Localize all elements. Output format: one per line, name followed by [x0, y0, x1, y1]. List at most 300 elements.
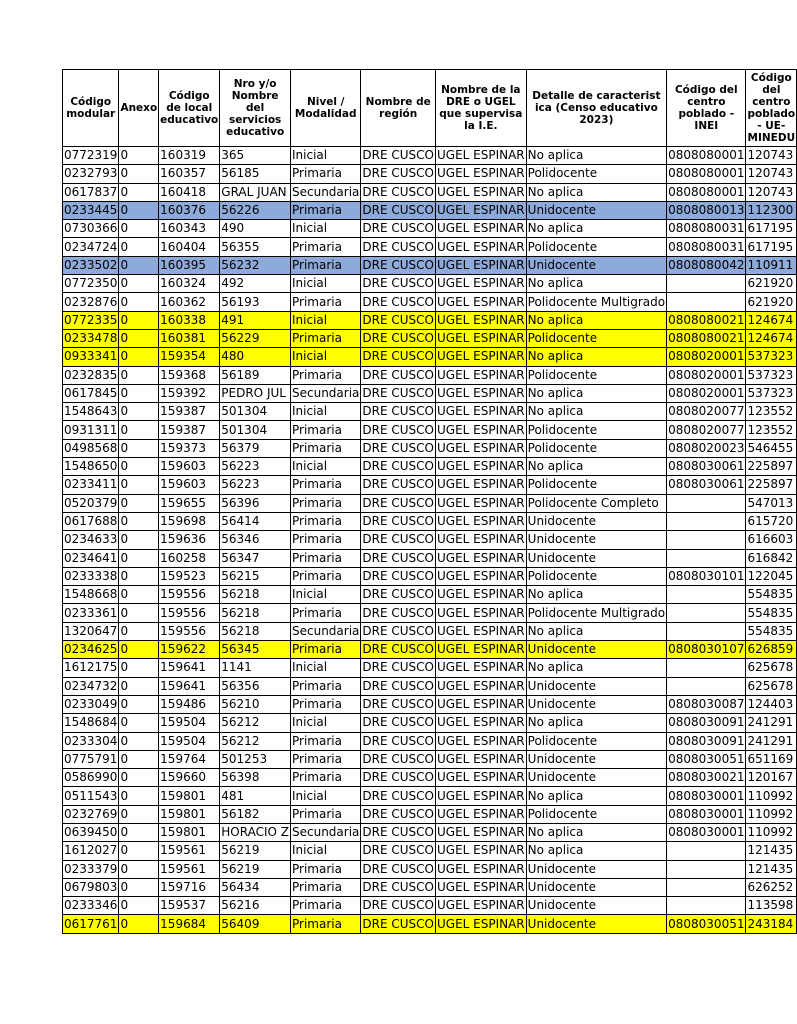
table-cell[interactable]: 492 [220, 275, 291, 293]
table-cell[interactable]: UGEL ESPINAR [435, 275, 526, 293]
table-cell[interactable]: Unidocente [526, 695, 666, 713]
table-cell[interactable]: UGEL ESPINAR [435, 897, 526, 915]
table-cell[interactable]: 0808020023 [667, 439, 746, 457]
table-cell[interactable]: 121435 [746, 860, 797, 878]
table-cell[interactable]: No aplica [526, 586, 666, 604]
table-cell[interactable]: No aplica [526, 183, 666, 201]
table-cell[interactable]: 1320647 [63, 622, 119, 640]
table-cell[interactable]: 626859 [746, 641, 797, 659]
table-cell[interactable]: 0 [119, 897, 159, 915]
column-header[interactable]: Anexo [119, 70, 159, 147]
table-cell[interactable]: 56215 [220, 567, 291, 585]
table-cell[interactable]: No aplica [526, 384, 666, 402]
table-cell[interactable]: 56409 [220, 915, 291, 933]
table-cell[interactable]: DRE CUSCO [361, 769, 436, 787]
table-cell[interactable]: 537323 [746, 366, 797, 384]
table-cell[interactable]: UGEL ESPINAR [435, 238, 526, 256]
table-cell[interactable] [667, 293, 746, 311]
table-cell[interactable]: 501253 [220, 750, 291, 768]
table-cell[interactable]: 0 [119, 512, 159, 530]
table-cell[interactable]: 56212 [220, 732, 291, 750]
table-cell[interactable]: 0 [119, 348, 159, 366]
table-cell[interactable]: 0233445 [63, 201, 119, 219]
table-cell[interactable]: Inicial [291, 348, 361, 366]
table-cell[interactable]: 0931311 [63, 421, 119, 439]
table-cell[interactable]: Unidocente [526, 256, 666, 274]
table-cell[interactable]: DRE CUSCO [361, 805, 436, 823]
table-cell[interactable]: UGEL ESPINAR [435, 329, 526, 347]
table-cell[interactable]: 159641 [159, 677, 220, 695]
table-cell[interactable]: 0808030101 [667, 567, 746, 585]
table-cell[interactable]: 0772335 [63, 311, 119, 329]
table-cell[interactable]: 0 [119, 220, 159, 238]
table-cell[interactable]: 480 [220, 348, 291, 366]
table-cell[interactable]: UGEL ESPINAR [435, 842, 526, 860]
table-cell[interactable]: 0233379 [63, 860, 119, 878]
table-cell[interactable]: 0808080001 [667, 147, 746, 165]
column-header[interactable]: Nombre de la DRE o UGEL que supervisa la I.E. [435, 70, 526, 147]
table-cell[interactable]: 537323 [746, 384, 797, 402]
table-cell[interactable] [667, 622, 746, 640]
table-cell[interactable]: 0234724 [63, 238, 119, 256]
table-cell[interactable]: 0 [119, 915, 159, 933]
table-cell[interactable]: Secundaria [291, 384, 361, 402]
table-cell[interactable]: 159556 [159, 604, 220, 622]
table-cell[interactable]: 0639450 [63, 823, 119, 841]
table-cell[interactable]: 56216 [220, 897, 291, 915]
table-cell[interactable]: 160357 [159, 165, 220, 183]
table-cell[interactable]: UGEL ESPINAR [435, 531, 526, 549]
table-cell[interactable]: 0808030061 [667, 476, 746, 494]
table-cell[interactable]: 0617688 [63, 512, 119, 530]
table-cell[interactable]: 501304 [220, 421, 291, 439]
table-cell[interactable]: Primaria [291, 677, 361, 695]
table-cell[interactable] [667, 586, 746, 604]
table-cell[interactable] [667, 842, 746, 860]
table-cell[interactable]: 1612175 [63, 659, 119, 677]
table-cell[interactable]: 0 [119, 878, 159, 896]
table-cell[interactable]: Primaria [291, 439, 361, 457]
table-cell[interactable]: Inicial [291, 659, 361, 677]
table-cell[interactable]: 160376 [159, 201, 220, 219]
table-cell[interactable]: Polidocente [526, 567, 666, 585]
table-cell[interactable]: Polidocente [526, 329, 666, 347]
column-header[interactable]: Código del centro poblado - INEI [667, 70, 746, 147]
table-cell[interactable]: 159537 [159, 897, 220, 915]
table-cell[interactable]: 241291 [746, 732, 797, 750]
table-cell[interactable]: UGEL ESPINAR [435, 549, 526, 567]
table-cell[interactable]: UGEL ESPINAR [435, 641, 526, 659]
table-cell[interactable]: Primaria [291, 165, 361, 183]
table-cell[interactable]: 0233502 [63, 256, 119, 274]
table-cell[interactable] [667, 494, 746, 512]
table-cell[interactable]: UGEL ESPINAR [435, 695, 526, 713]
table-cell[interactable]: UGEL ESPINAR [435, 915, 526, 933]
table-cell[interactable]: DRE CUSCO [361, 275, 436, 293]
table-cell[interactable]: 0808020077 [667, 403, 746, 421]
table-cell[interactable]: Primaria [291, 329, 361, 347]
table-cell[interactable]: 0808030061 [667, 458, 746, 476]
table-cell[interactable]: 124674 [746, 329, 797, 347]
table-cell[interactable]: 0511543 [63, 787, 119, 805]
table-cell[interactable]: DRE CUSCO [361, 366, 436, 384]
table-cell[interactable]: Primaria [291, 531, 361, 549]
table-cell[interactable]: DRE CUSCO [361, 421, 436, 439]
table-cell[interactable]: UGEL ESPINAR [435, 183, 526, 201]
table-cell[interactable]: 0 [119, 147, 159, 165]
table-cell[interactable]: 1548650 [63, 458, 119, 476]
table-cell[interactable]: 56223 [220, 476, 291, 494]
table-cell[interactable]: Polidocente [526, 805, 666, 823]
table-cell[interactable]: 159660 [159, 769, 220, 787]
table-cell[interactable]: Polidocente [526, 366, 666, 384]
table-cell[interactable]: 160324 [159, 275, 220, 293]
table-cell[interactable]: Primaria [291, 476, 361, 494]
table-cell[interactable]: 120167 [746, 769, 797, 787]
table-cell[interactable]: 159561 [159, 860, 220, 878]
table-cell[interactable]: 0808080001 [667, 183, 746, 201]
table-cell[interactable]: No aplica [526, 311, 666, 329]
table-cell[interactable]: 159368 [159, 366, 220, 384]
table-cell[interactable]: UGEL ESPINAR [435, 293, 526, 311]
table-cell[interactable]: 0808080021 [667, 329, 746, 347]
table-cell[interactable]: 56218 [220, 622, 291, 640]
table-cell[interactable]: 0 [119, 860, 159, 878]
table-cell[interactable]: 56398 [220, 769, 291, 787]
table-cell[interactable]: DRE CUSCO [361, 329, 436, 347]
table-cell[interactable]: 120743 [746, 165, 797, 183]
table-cell[interactable]: 0679803 [63, 878, 119, 896]
table-cell[interactable]: 56434 [220, 878, 291, 896]
table-cell[interactable]: 0808080031 [667, 220, 746, 238]
table-cell[interactable]: Unidocente [526, 677, 666, 695]
table-cell[interactable]: Polidocente Completo [526, 494, 666, 512]
table-cell[interactable]: 56345 [220, 641, 291, 659]
table-cell[interactable]: Inicial [291, 842, 361, 860]
table-cell[interactable]: 651169 [746, 750, 797, 768]
table-cell[interactable]: UGEL ESPINAR [435, 256, 526, 274]
table-cell[interactable]: 625678 [746, 677, 797, 695]
table-cell[interactable]: No aplica [526, 403, 666, 421]
table-cell[interactable]: 113598 [746, 897, 797, 915]
table-cell[interactable]: 0730366 [63, 220, 119, 238]
column-header[interactable]: Código del centro poblado - UE- MINEDU [746, 70, 797, 147]
table-cell[interactable]: Primaria [291, 567, 361, 585]
table-cell[interactable]: DRE CUSCO [361, 915, 436, 933]
table-cell[interactable]: DRE CUSCO [361, 714, 436, 732]
table-cell[interactable]: UGEL ESPINAR [435, 147, 526, 165]
table-cell[interactable]: 0 [119, 622, 159, 640]
table-cell[interactable]: DRE CUSCO [361, 659, 436, 677]
table-cell[interactable]: 159504 [159, 714, 220, 732]
table-cell[interactable]: Inicial [291, 403, 361, 421]
table-cell[interactable]: DRE CUSCO [361, 476, 436, 494]
table-cell[interactable]: 159556 [159, 586, 220, 604]
table-cell[interactable]: 56226 [220, 201, 291, 219]
table-cell[interactable]: 0232793 [63, 165, 119, 183]
table-cell[interactable]: 56346 [220, 531, 291, 549]
table-cell[interactable]: No aplica [526, 147, 666, 165]
table-cell[interactable]: 160395 [159, 256, 220, 274]
table-cell[interactable]: DRE CUSCO [361, 695, 436, 713]
table-cell[interactable]: 617195 [746, 220, 797, 238]
table-cell[interactable]: 0808030051 [667, 915, 746, 933]
table-cell[interactable]: DRE CUSCO [361, 201, 436, 219]
table-cell[interactable]: 0933341 [63, 348, 119, 366]
table-cell[interactable]: 0808020001 [667, 384, 746, 402]
table-cell[interactable]: 159801 [159, 805, 220, 823]
table-cell[interactable]: Secundaria [291, 183, 361, 201]
table-cell[interactable]: 0 [119, 384, 159, 402]
table-cell[interactable]: UGEL ESPINAR [435, 567, 526, 585]
table-cell[interactable]: 0808030091 [667, 732, 746, 750]
table-cell[interactable]: DRE CUSCO [361, 823, 436, 841]
table-cell[interactable]: Unidocente [526, 878, 666, 896]
table-cell[interactable]: Unidocente [526, 860, 666, 878]
table-cell[interactable]: 554835 [746, 622, 797, 640]
table-cell[interactable]: 159716 [159, 878, 220, 896]
table-cell[interactable]: 0 [119, 275, 159, 293]
table-cell[interactable]: UGEL ESPINAR [435, 421, 526, 439]
table-cell[interactable]: No aplica [526, 659, 666, 677]
table-cell[interactable] [667, 512, 746, 530]
table-cell[interactable]: 0 [119, 256, 159, 274]
table-cell[interactable]: 0 [119, 403, 159, 421]
table-cell[interactable]: DRE CUSCO [361, 458, 436, 476]
table-cell[interactable]: UGEL ESPINAR [435, 805, 526, 823]
table-cell[interactable]: 547013 [746, 494, 797, 512]
table-cell[interactable]: 0808080021 [667, 311, 746, 329]
table-cell[interactable]: UGEL ESPINAR [435, 165, 526, 183]
table-cell[interactable]: DRE CUSCO [361, 147, 436, 165]
table-cell[interactable]: 159603 [159, 476, 220, 494]
table-cell[interactable]: No aplica [526, 275, 666, 293]
table-cell[interactable]: Primaria [291, 860, 361, 878]
column-header[interactable]: Nombre de región [361, 70, 436, 147]
table-cell[interactable]: 56347 [220, 549, 291, 567]
table-cell[interactable]: GRAL JUAN [220, 183, 291, 201]
table-cell[interactable]: 626252 [746, 878, 797, 896]
table-cell[interactable]: 56355 [220, 238, 291, 256]
table-cell[interactable]: 56218 [220, 586, 291, 604]
table-cell[interactable]: UGEL ESPINAR [435, 366, 526, 384]
table-cell[interactable]: 0 [119, 458, 159, 476]
table-cell[interactable]: 0 [119, 823, 159, 841]
table-cell[interactable]: 1141 [220, 659, 291, 677]
table-cell[interactable]: 159486 [159, 695, 220, 713]
table-cell[interactable]: DRE CUSCO [361, 549, 436, 567]
table-cell[interactable]: Polidocente [526, 732, 666, 750]
table-cell[interactable]: 0234633 [63, 531, 119, 549]
table-cell[interactable]: 110911 [746, 256, 797, 274]
column-header[interactable]: Código de local educativo [159, 70, 220, 147]
table-cell[interactable]: Primaria [291, 878, 361, 896]
table-cell[interactable]: Primaria [291, 695, 361, 713]
table-cell[interactable]: 241291 [746, 714, 797, 732]
table-cell[interactable]: 124403 [746, 695, 797, 713]
table-cell[interactable]: DRE CUSCO [361, 384, 436, 402]
table-cell[interactable]: 0 [119, 659, 159, 677]
table-cell[interactable]: 0 [119, 750, 159, 768]
table-cell[interactable]: DRE CUSCO [361, 641, 436, 659]
table-cell[interactable]: PEDRO JUL [220, 384, 291, 402]
table-cell[interactable]: 621920 [746, 275, 797, 293]
table-cell[interactable]: Polidocente [526, 238, 666, 256]
table-cell[interactable]: 160343 [159, 220, 220, 238]
table-cell[interactable]: 1548643 [63, 403, 119, 421]
table-cell[interactable]: UGEL ESPINAR [435, 604, 526, 622]
table-cell[interactable]: 110992 [746, 787, 797, 805]
table-cell[interactable]: 0 [119, 805, 159, 823]
table-cell[interactable]: 159387 [159, 403, 220, 421]
table-cell[interactable]: 0 [119, 165, 159, 183]
table-cell[interactable]: 0233361 [63, 604, 119, 622]
table-cell[interactable]: UGEL ESPINAR [435, 512, 526, 530]
table-cell[interactable]: 365 [220, 147, 291, 165]
table-cell[interactable]: 0 [119, 201, 159, 219]
table-cell[interactable]: UGEL ESPINAR [435, 311, 526, 329]
table-cell[interactable]: 0233049 [63, 695, 119, 713]
table-cell[interactable]: HORACIO Z [220, 823, 291, 841]
table-cell[interactable]: DRE CUSCO [361, 256, 436, 274]
table-cell[interactable]: DRE CUSCO [361, 586, 436, 604]
table-cell[interactable]: 56232 [220, 256, 291, 274]
table-cell[interactable]: 0 [119, 769, 159, 787]
table-cell[interactable]: 56414 [220, 512, 291, 530]
table-cell[interactable]: 159684 [159, 915, 220, 933]
table-cell[interactable]: 159655 [159, 494, 220, 512]
table-cell[interactable]: Primaria [291, 366, 361, 384]
table-cell[interactable]: No aplica [526, 714, 666, 732]
table-cell[interactable]: DRE CUSCO [361, 622, 436, 640]
table-cell[interactable]: 56210 [220, 695, 291, 713]
table-cell[interactable]: 0808080013 [667, 201, 746, 219]
table-cell[interactable]: 1548684 [63, 714, 119, 732]
table-cell[interactable]: Primaria [291, 805, 361, 823]
table-cell[interactable]: DRE CUSCO [361, 860, 436, 878]
table-cell[interactable]: 0 [119, 787, 159, 805]
table-cell[interactable] [667, 659, 746, 677]
table-cell[interactable]: Polidocente [526, 439, 666, 457]
table-cell[interactable]: UGEL ESPINAR [435, 403, 526, 421]
table-cell[interactable] [667, 275, 746, 293]
table-cell[interactable]: Primaria [291, 641, 361, 659]
table-cell[interactable]: Secundaria [291, 823, 361, 841]
table-cell[interactable]: Polidocente [526, 165, 666, 183]
table-cell[interactable]: 0 [119, 293, 159, 311]
table-cell[interactable]: Polidocente Multigrado [526, 293, 666, 311]
table-cell[interactable]: 0808030107 [667, 641, 746, 659]
table-cell[interactable]: No aplica [526, 458, 666, 476]
table-cell[interactable]: 0 [119, 238, 159, 256]
table-cell[interactable]: 112300 [746, 201, 797, 219]
table-cell[interactable]: No aplica [526, 348, 666, 366]
table-cell[interactable]: Primaria [291, 915, 361, 933]
table-cell[interactable]: DRE CUSCO [361, 220, 436, 238]
table-cell[interactable]: DRE CUSCO [361, 238, 436, 256]
table-cell[interactable]: 160404 [159, 238, 220, 256]
table-cell[interactable]: 0808020001 [667, 348, 746, 366]
table-cell[interactable]: 56212 [220, 714, 291, 732]
table-cell[interactable]: UGEL ESPINAR [435, 622, 526, 640]
table-cell[interactable]: 120743 [746, 147, 797, 165]
table-cell[interactable]: 0 [119, 311, 159, 329]
table-cell[interactable] [667, 604, 746, 622]
table-cell[interactable]: Secundaria [291, 622, 361, 640]
table-cell[interactable]: 123552 [746, 403, 797, 421]
table-cell[interactable]: 159764 [159, 750, 220, 768]
table-cell[interactable]: DRE CUSCO [361, 750, 436, 768]
table-cell[interactable]: 56193 [220, 293, 291, 311]
table-cell[interactable]: 0232876 [63, 293, 119, 311]
table-cell[interactable]: 159523 [159, 567, 220, 585]
table-cell[interactable]: 123552 [746, 421, 797, 439]
table-cell[interactable]: Primaria [291, 769, 361, 787]
table-cell[interactable]: 56379 [220, 439, 291, 457]
table-cell[interactable]: DRE CUSCO [361, 348, 436, 366]
table-cell[interactable]: UGEL ESPINAR [435, 384, 526, 402]
table-cell[interactable]: 0 [119, 549, 159, 567]
table-cell[interactable]: 0808080042 [667, 256, 746, 274]
table-cell[interactable]: 159354 [159, 348, 220, 366]
table-cell[interactable]: 159801 [159, 823, 220, 841]
table-cell[interactable]: UGEL ESPINAR [435, 714, 526, 732]
table-cell[interactable]: 159603 [159, 458, 220, 476]
table-cell[interactable]: DRE CUSCO [361, 494, 436, 512]
table-cell[interactable]: 0 [119, 842, 159, 860]
table-cell[interactable]: 160381 [159, 329, 220, 347]
table-cell[interactable]: Unidocente [526, 641, 666, 659]
table-cell[interactable]: 0 [119, 567, 159, 585]
table-cell[interactable]: Unidocente [526, 201, 666, 219]
table-cell[interactable]: 56396 [220, 494, 291, 512]
table-cell[interactable]: 0233304 [63, 732, 119, 750]
table-cell[interactable]: 225897 [746, 458, 797, 476]
table-cell[interactable]: 160319 [159, 147, 220, 165]
table-cell[interactable] [667, 531, 746, 549]
table-cell[interactable]: DRE CUSCO [361, 604, 436, 622]
table-cell[interactable]: Polidocente [526, 421, 666, 439]
table-cell[interactable]: Inicial [291, 220, 361, 238]
table-cell[interactable]: 0 [119, 494, 159, 512]
table-cell[interactable]: Unidocente [526, 549, 666, 567]
table-cell[interactable]: Inicial [291, 275, 361, 293]
table-cell[interactable]: 0617761 [63, 915, 119, 933]
table-cell[interactable]: Unidocente [526, 750, 666, 768]
table-cell[interactable]: 0808030001 [667, 787, 746, 805]
table-cell[interactable]: 56219 [220, 860, 291, 878]
table-cell[interactable]: 0 [119, 714, 159, 732]
table-cell[interactable]: UGEL ESPINAR [435, 769, 526, 787]
table-cell[interactable]: 0808020001 [667, 366, 746, 384]
table-cell[interactable]: 0808080001 [667, 165, 746, 183]
table-cell[interactable]: Inicial [291, 714, 361, 732]
table-cell[interactable]: 0808030021 [667, 769, 746, 787]
table-cell[interactable]: Polidocente Multigrado [526, 604, 666, 622]
table-cell[interactable]: Unidocente [526, 897, 666, 915]
column-header[interactable]: Nivel / Modalidad [291, 70, 361, 147]
table-cell[interactable]: 0808020077 [667, 421, 746, 439]
table-cell[interactable]: 491 [220, 311, 291, 329]
table-cell[interactable]: 537323 [746, 348, 797, 366]
table-cell[interactable]: Inicial [291, 311, 361, 329]
table-cell[interactable]: No aplica [526, 842, 666, 860]
table-cell[interactable]: No aplica [526, 622, 666, 640]
table-cell[interactable]: 616842 [746, 549, 797, 567]
table-cell[interactable]: Inicial [291, 787, 361, 805]
table-cell[interactable]: UGEL ESPINAR [435, 476, 526, 494]
table-cell[interactable]: 0617837 [63, 183, 119, 201]
